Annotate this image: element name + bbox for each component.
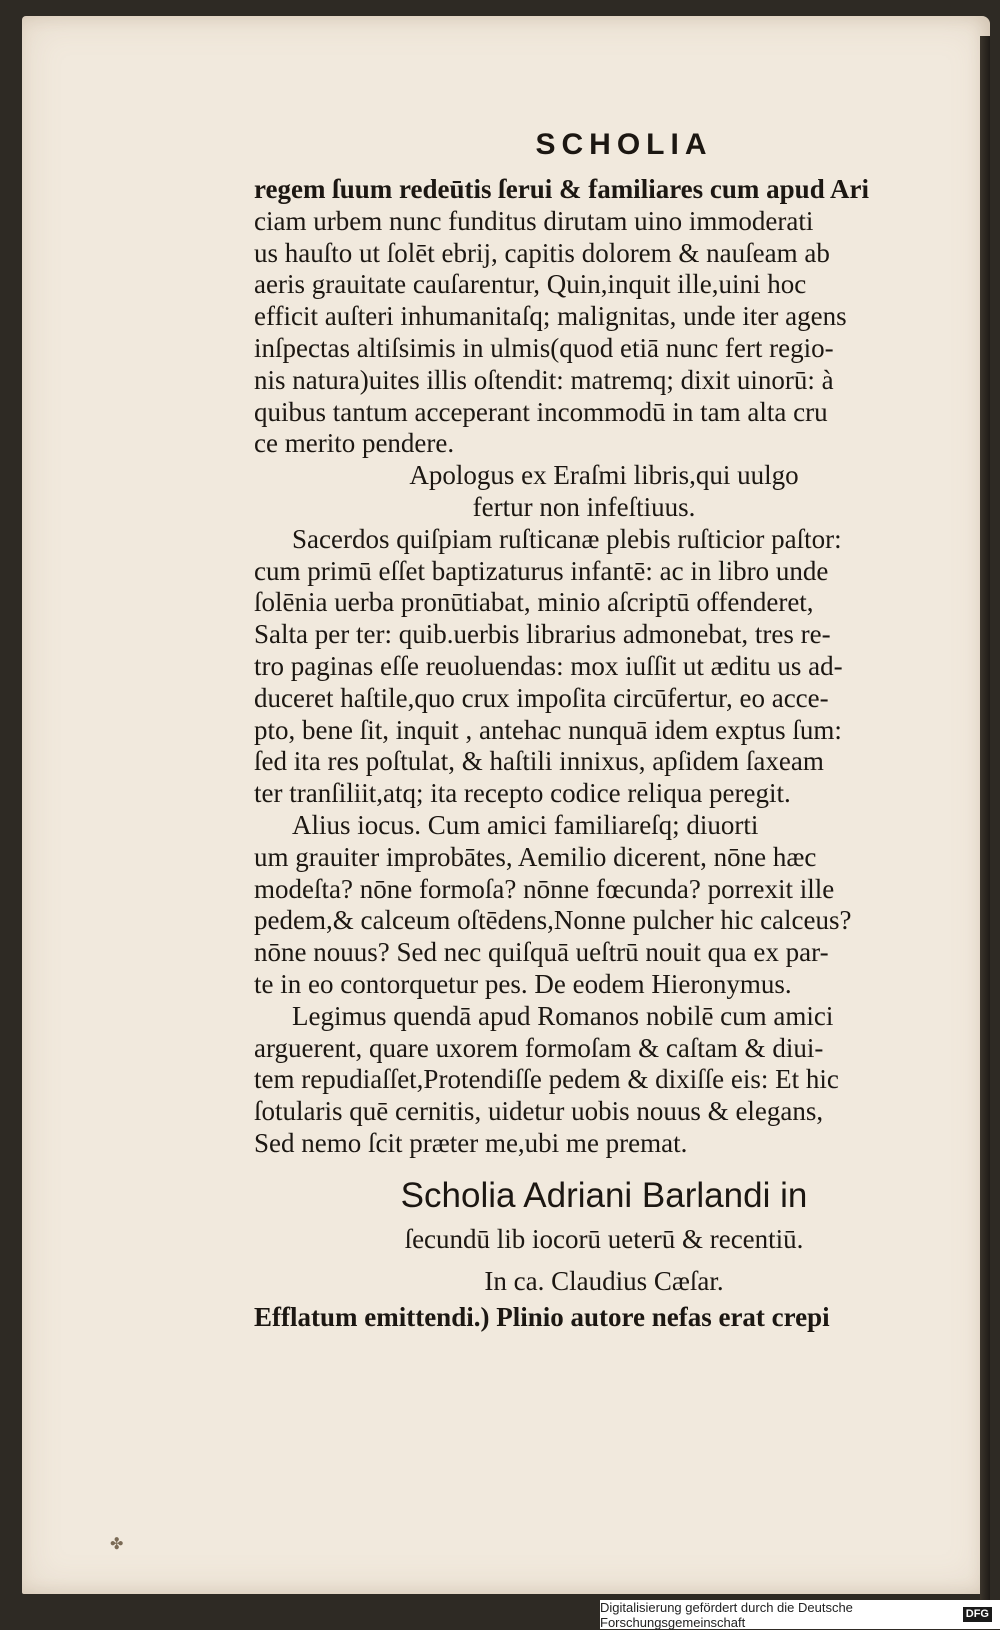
text-line: ſotularis quē cernitis, uidetur uobis nouus & elegans,	[254, 1096, 824, 1127]
text-line: pedem,& calceum oſtēdens,Nonne pulcher hic calceus?	[254, 905, 852, 936]
running-header: SCHOLIA	[535, 128, 713, 161]
ornament-icon: ✤	[110, 1536, 124, 1553]
text-line: cum primū eſſet baptizaturus infantē: ac in libro unde	[254, 555, 829, 586]
text-line: arguerent, quare uxorem formoſam & caſtam & diui-	[254, 1032, 824, 1063]
text-line: Sed nemo ſcit præter me,ubi me premat.	[254, 1127, 688, 1158]
text-line: Alius iocus. Cum amici familiareſq; diuorti	[292, 809, 759, 840]
footer-text: Digitalisierung gefördert durch die Deutsche Forschungsgemeinschaft	[600, 1599, 853, 1630]
text-line: nōne nouus? Sed nec quiſquā ueſtrū nouit qua ex par-	[254, 937, 829, 968]
body-text	[254, 174, 954, 1160]
text-line: quibus tantum acceperant incommodū in tam alta cru	[254, 396, 828, 427]
text-line: um grauiter improbātes, Aemilio dicerent, nōne hæc	[254, 841, 817, 872]
text-line: ſolēnia uerba pronūtiabat, minio aſcriptū offenderet,	[254, 587, 814, 618]
text-line: regem ſuum redeūtis ſerui & familiares cum apud Ari	[254, 174, 869, 204]
text-block	[254, 128, 954, 1334]
text-line: duceret haſtile,quo crux impoſita circūfertur, eo acce-	[254, 682, 829, 713]
text-line: nis natura)uites illis oſtendit: matremq; dixit uinorū: à	[254, 364, 834, 395]
text-line: ce merito pendere.	[254, 428, 455, 459]
section-title: Scholia Adriani Barlandi in	[400, 1175, 808, 1215]
text-line: Apologus ex Eraſmi libris,qui uulgo	[409, 460, 799, 491]
text-line: tem repudiaſſet,Protendiſſe pedem & dixiſſe eis: Et hic	[254, 1064, 839, 1095]
text-line: modeſta? nōne formoſa? nōnne fœcunda? porrexit ille	[254, 873, 835, 904]
text-line: efficit auſteri inhumanitaſq; malignitas, unde iter agens	[254, 301, 847, 332]
last-line: Efflatum emittendi.) Plinio autore nefas erat crepi	[254, 1301, 830, 1332]
text-line: ter tranſiliit,atq; ita recepto codice reliqua peregit.	[254, 778, 791, 809]
text-line: us hauſto ut ſolēt ebrij, capitis dolorem & nauſeam ab	[254, 237, 830, 268]
text-line: ciam urbem nunc funditus dirutam uino immoderati	[254, 205, 814, 236]
text-line: ſed ita res poſtulat, & haſtili innixus, apſidem ſaxeam	[254, 746, 824, 777]
text-line: te in eo contorquetur pes. De eodem Hieronymus.	[254, 968, 792, 999]
chapter-heading: In ca. Claudius Cæſar.	[484, 1265, 724, 1296]
text-line: aeris grauitate cauſarentur, Quin,inquit ille,uini hoc	[254, 269, 807, 300]
text-line: Legimus quendā apud Romanos nobilē cum amici	[292, 1000, 834, 1031]
page-edge	[980, 36, 990, 1611]
text-line: Sacerdos quiſpiam ruſticanæ plebis ruſticior paſtor:	[292, 523, 842, 554]
text-line: Salta per ter: quib.uerbis librarius admonebat, tres re-	[254, 619, 831, 650]
text-line: pto, bene ſit, inquit , antehac nunquā idem exptus ſum:	[254, 714, 842, 745]
dfg-logo: DFG	[963, 1607, 992, 1622]
text-line: inſpectas altiſsimis in ulmis(quod etiā nunc fert regio-	[254, 332, 834, 363]
book-page	[22, 16, 990, 1594]
digitization-footer	[600, 1600, 1000, 1629]
text-line: fertur non infeſtiuus.	[472, 491, 696, 522]
text-line: tro paginas eſſe reuoluendas: mox iuſſit ut æditu us ad-	[254, 650, 843, 681]
section-subtitle: ſecundū lib iocorū ueterū & recentiū.	[404, 1223, 804, 1254]
